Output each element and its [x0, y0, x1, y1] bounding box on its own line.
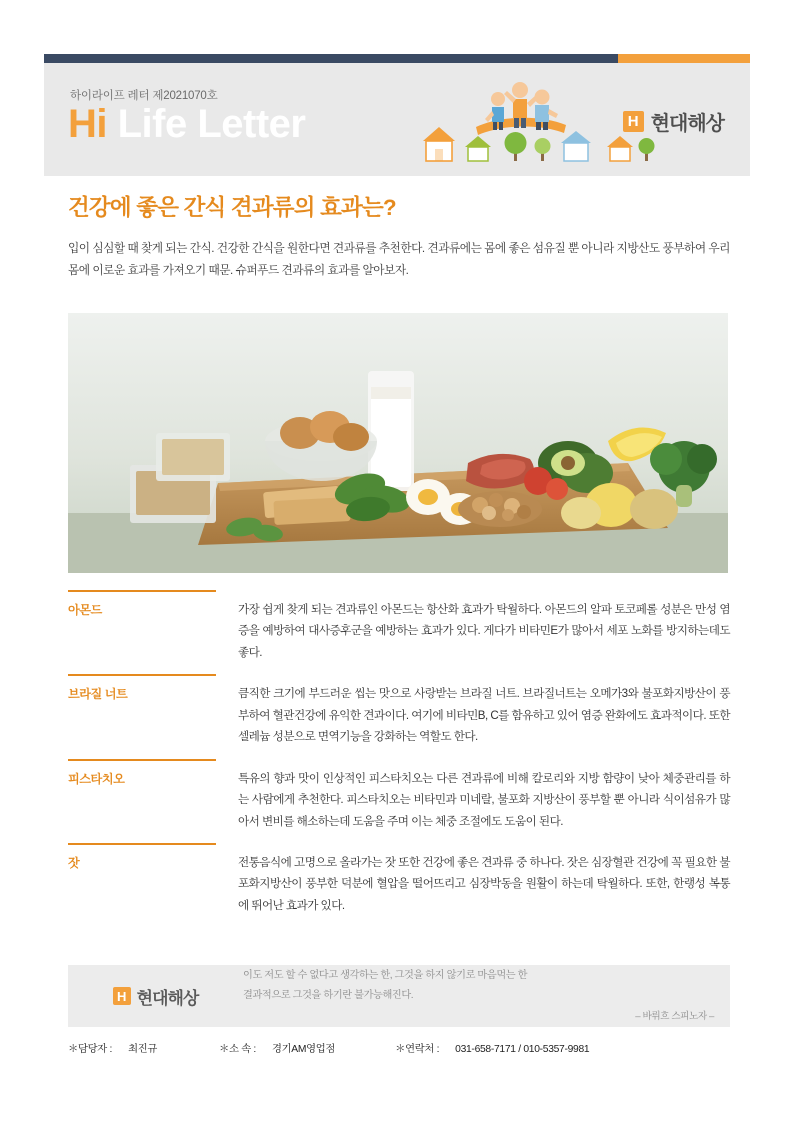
article-sections	[68, 590, 730, 927]
footer-dept-value: 경기AM영업점	[272, 1044, 336, 1055]
footer-contact-value: 031-658-7171 / 010-5357-9981	[455, 1044, 590, 1055]
quote-line-2: 결과적으로 그것을 하기란 불가능해진다.	[243, 989, 414, 1001]
section-body: 특유의 향과 맛이 인상적인 피스타치오는 다른 견과류에 비해 칼로리와 지방 함량이 낮아 체중관리를 하는 사람에게 추천한다. 피스타치오는 비타민과 미네랄, 불포화 지방산이 풍부할 뿐 아니라 식이섬유가 많아서 변비를 해소하는데 도움을 주며 이는 체중 조절에도 도움이 된다.	[238, 771, 730, 828]
quote-author: – 바뤼흐 스피노자 –	[635, 1010, 714, 1022]
section-body: 가장 쉽게 찾게 되는 견과류인 아몬드는 항산화 효과가 탁월하다. 아몬드의 알파 토코페롤 성분은 만성 염증을 예방하여 대사증후군을 예방하는 효과가 있다. 게다가 비타민E가 많아서 세포 노화를 방지하는데도 좋다.	[238, 603, 730, 659]
footer-manager	[68, 1040, 157, 1055]
footer-contact	[68, 1040, 730, 1055]
wordmark-hi: Hi	[68, 102, 107, 146]
wordmark	[68, 104, 305, 144]
section-rule	[68, 674, 216, 676]
section-title: 피스타치오	[68, 771, 125, 786]
top-bar-navy-segment	[44, 54, 618, 63]
masthead-brand-logo	[623, 107, 724, 136]
brand-mark-icon: H	[623, 111, 644, 132]
section-rule	[68, 590, 216, 592]
hero-image	[68, 313, 728, 573]
section-title: 브라질 너트	[68, 687, 128, 702]
top-color-bar	[44, 54, 750, 63]
brand-mark-icon: H	[113, 987, 131, 1005]
footer-contact-number	[395, 1040, 589, 1055]
top-bar-orange-segment	[618, 54, 750, 63]
page-title: 건강에 좋은 간식 견과류의 효과는?	[68, 195, 396, 220]
quote-line-1: 이도 저도 할 수 없다고 생각하는 한, 그것을 하지 않기로 마음먹는 한	[243, 969, 528, 981]
section-rule	[68, 843, 216, 845]
footer-manager-label: ＊담당자 :	[68, 1044, 113, 1055]
footer-dept	[219, 1040, 335, 1055]
article-section	[68, 590, 730, 663]
footer-contact-label: ＊연락처 :	[395, 1044, 440, 1055]
quote-box	[68, 965, 730, 1027]
article-section	[68, 674, 730, 747]
footer-manager-value: 최진규	[128, 1044, 158, 1055]
footer-dept-label: ＊소 속 :	[219, 1044, 256, 1055]
brand-name: 현대해상	[650, 113, 724, 135]
article-lede: 입이 심심할 때 찾게 되는 간식. 건강한 간식을 원한다면 견과류를 추천한다. 견과류에는 몸에 좋은 섬유질 뿐 아니라 지방산도 풍부하여 우리 몸에 이로운 효과를 가져오기 때문. 슈퍼푸드 견과류의 효과를 알아보자.	[68, 242, 730, 277]
wordmark-life: Life Letter	[117, 102, 306, 146]
quote-text	[243, 966, 730, 1026]
section-title: 잣	[68, 855, 80, 870]
section-title: 아몬드	[68, 603, 102, 617]
article-section	[68, 843, 730, 916]
section-body: 전통음식에 고명으로 올라가는 잣 또한 건강에 좋은 견과류 중 하나다. 잣은 심장혈관 건강에 꼭 필요한 불포화지방산이 풍부한 덕분에 혈압을 떨어뜨리고 심장박동을 원활이 하는데 탁월하다. 또한, 한랭성 복통에 뛰어난 효과가 있다.	[238, 855, 730, 912]
quote-brand-logo	[68, 984, 243, 1009]
issue-number: 하이라이프 레터 제2021070호	[70, 90, 218, 102]
section-rule	[68, 759, 216, 761]
masthead	[44, 63, 750, 176]
article-section	[68, 759, 730, 832]
section-body: 큼직한 크기에 부드러운 씹는 맛으로 사랑받는 브라질 너트. 브라질너트는 오메가3와 불포화지방산이 풍부하여 혈관건강에 유익한 견과이다. 여기에 비타민B, C를 함유하고 있어 염증 완화에도 효과적이다. 또한 셀레늄 성분으로 면역기능을 강화하는 역할도 한다.	[238, 687, 730, 744]
brand-name: 현대해상	[136, 988, 199, 1008]
